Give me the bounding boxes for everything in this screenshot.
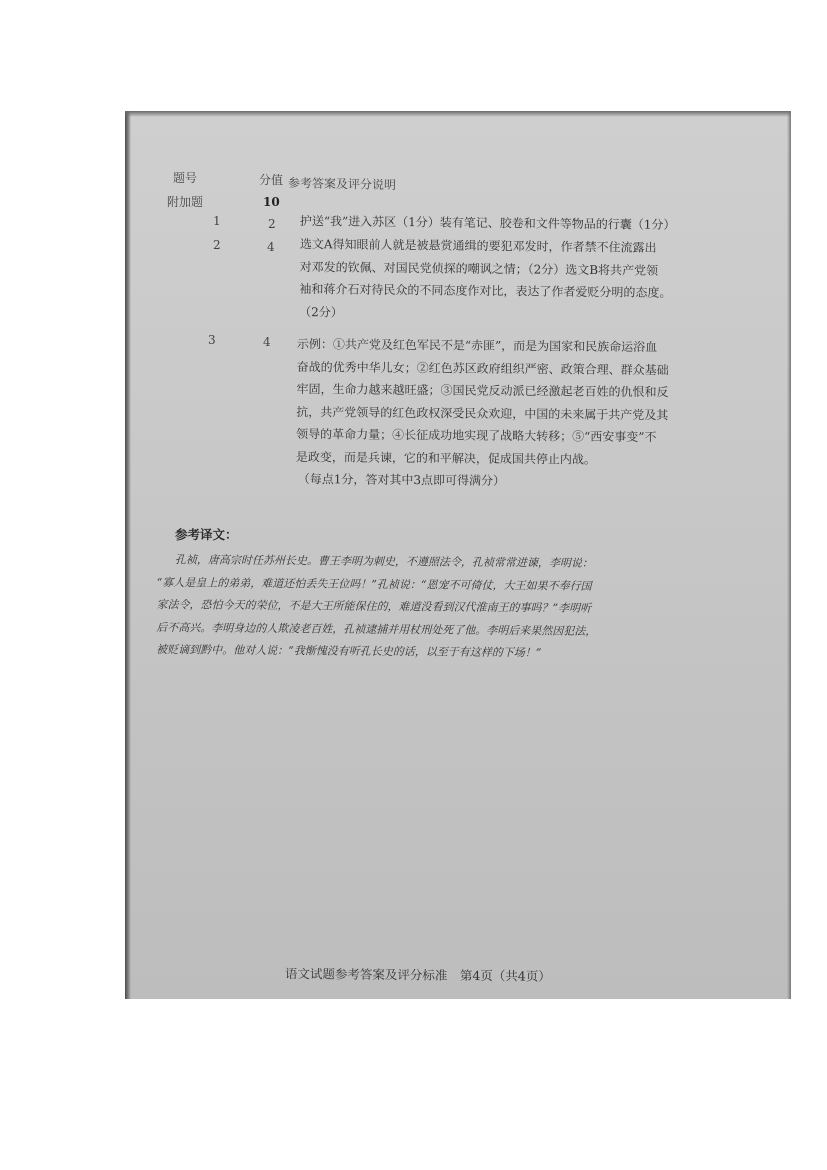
row-2-number: 2 <box>213 238 221 252</box>
col-header-answer: 参考答案及评分说明 <box>287 175 397 193</box>
answer-line: 护送“我”进入苏区（1分）装有笔记、胶卷和文件等物品的行囊（1分） <box>299 213 676 232</box>
answer-line: 袖和蒋介石对待民众的不同态度作对比，表达了作者爱贬分明的态度。 <box>299 281 672 300</box>
row-3-number: 3 <box>208 333 216 347</box>
answer-scoring-note: （每点1分，答对其中3点即可得满分） <box>297 472 506 488</box>
row-1-score: 2 <box>268 217 276 231</box>
translation-body <box>156 549 597 665</box>
row-2-score: 4 <box>267 240 275 254</box>
answer-line: 奋战的优秀中华儿女；②红色苏区政府组织严密、政策合理、群众基础 <box>296 359 669 377</box>
page-top-edge-shadow <box>125 111 791 117</box>
translation-line: 家法令，恐怕今天的荣位，不是大王所能保住的，难道没看到汉代淮南王的事吗？”李明听 <box>156 597 592 615</box>
extra-section-score: 10 <box>263 195 280 209</box>
row-3-score: 4 <box>263 335 271 349</box>
translation-line: 孔祯，唐高宗时任苏州长史。曹王李明为刺史，不遵照法令，孔祯常常进谏，李明说： <box>174 553 593 570</box>
answer-line: 对邓发的钦佩、对国民党侦探的嘲讽之情；（2分）选文B将共产党领 <box>299 259 659 278</box>
answer-line: 领导的革命力量；④长征成功地实现了战略大转移；⑤“西安事变”不 <box>296 426 657 445</box>
answer-line: 牢固，生命力越来越旺盛；③国民党反动派已经激起老百姓的仇恨和反 <box>296 381 669 400</box>
translation-title: 参考译文： <box>175 527 238 542</box>
extra-section-label: 附加题 <box>167 195 204 209</box>
answer-line: 抗，共产党领导的红色政权深受民众欢迎，中国的未来属于共产党及其 <box>296 404 669 422</box>
page-right-edge-shadow <box>787 111 791 999</box>
row-1-answer <box>300 210 676 236</box>
scanned-page <box>125 111 791 999</box>
translation-line: “寡人是皇上的弟弟，难道还怕丢失王位吗！”孔祯说：“恩宠不可倚仗，大王如果不奉行国 <box>156 575 592 593</box>
page-footer: 语文试题参考答案及评分标准 第4页（共4页） <box>284 965 551 984</box>
translation-line: 后不高兴。李明身边的人欺凌老百姓，孔祯逮捕并用杖刑处死了他。李明后来果然因犯法， <box>156 620 597 638</box>
answer-line: 是政变，而是兵谏，它的和平解决，促成国共停止内战。 <box>295 449 596 467</box>
row-3-answer <box>296 333 669 494</box>
col-header-number: 题号 <box>173 171 198 185</box>
answer-line: （2分） <box>299 304 343 319</box>
translation-line: 被贬谪到黔中。他对人说：“我惭愧没有听孔长史的话，以至于有这样的下场！” <box>156 642 542 660</box>
answer-line: 选文A得知眼前人就是被悬赏通缉的要犯邓发时，作者禁不住流露出 <box>299 236 657 255</box>
col-header-score: 分值 <box>259 173 284 187</box>
answer-line: 示例：①共产党及红色军民不是“赤匪”，而是为国家和民族命运浴血 <box>296 336 658 355</box>
page-left-edge-shadow <box>125 111 131 999</box>
row-1-number: 1 <box>213 214 221 228</box>
row-2-answer <box>299 233 672 327</box>
